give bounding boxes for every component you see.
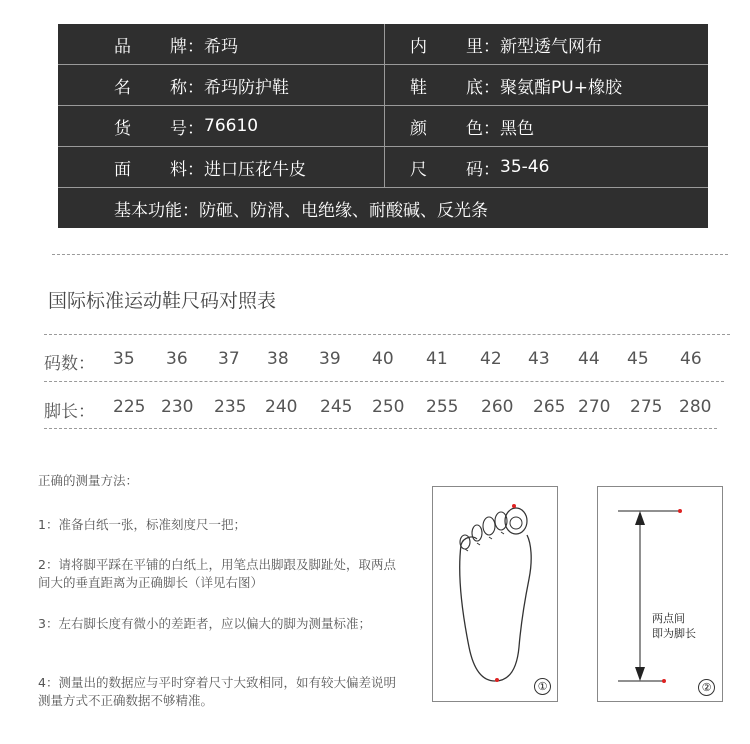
spec-left [114,106,258,146]
size-value: 37 [218,349,240,369]
spec-value: 黑色 [500,118,534,139]
length-value: 250 [372,397,405,417]
size-value: 46 [680,349,702,369]
spec-value: 新型透气网布 [500,36,602,57]
spec-value: 76610 [204,116,259,136]
figure-number: ② [698,679,715,696]
separator [52,254,728,255]
spec-key: 料： [170,159,204,180]
separator [44,428,717,429]
foot-figure [432,486,558,702]
size-value: 45 [627,349,649,369]
instructions-heading: 正确的测量方法： [38,473,139,488]
instruction-step: 3：左右脚长度有微小的差距者，应以偏大的脚为测量标准； [38,616,371,631]
toe-point [512,504,516,508]
functions-label: 基本功能： [114,200,199,221]
spec-key: 号： [170,118,204,139]
spec-right [410,106,534,146]
foot-outline-icon [433,487,557,701]
size-value: 41 [426,349,448,369]
spec-key: 名 [114,77,131,98]
spec-key: 里： [466,36,500,57]
spec-right [410,147,549,187]
spec-key: 内 [410,36,427,57]
spec-key: 面 [114,159,131,180]
length-value: 245 [320,397,353,417]
spec-value: 希玛 [204,36,238,57]
spec-key: 色： [466,118,500,139]
length-value: 265 [533,397,566,417]
spec-key: 底： [466,77,500,98]
spec-right [410,65,622,105]
size-value: 36 [166,349,188,369]
spec-row [58,147,708,188]
spec-row [58,24,708,65]
spec-value: 35-46 [500,157,550,177]
functions-value: 防砸、防滑、电绝缘、耐酸碱、反光条 [199,200,488,221]
spec-key: 颜 [410,118,427,139]
separator [44,334,730,335]
size-value: 38 [267,349,289,369]
instruction-step: 4：测量出的数据应与平时穿着尺寸大致相同，如有较大偏差说明测量方式不正确数据不够精准。 [38,675,396,708]
bottom-point [662,679,666,683]
measure-figure [597,486,723,702]
spec-left [114,65,289,105]
functions-cell [114,188,488,228]
spec-left [114,147,306,187]
spec-key: 货 [114,118,131,139]
size-chart-title: 国际标准运动鞋尺码对照表 [48,290,277,312]
length-value: 275 [630,397,663,417]
size-value: 35 [113,349,135,369]
length-value: 235 [214,397,247,417]
figure-number: ① [534,678,551,695]
spec-key: 尺 [410,159,427,180]
spec-value: 进口压花牛皮 [204,159,306,180]
length-value: 280 [679,397,712,417]
spec-key: 品 [114,36,131,57]
instruction-step: 2：请将脚平踩在平铺的白纸上，用笔点出脚跟及脚趾处，取两点间大的垂直距离为正确脚长（详见右图） [38,557,396,590]
length-value: 240 [265,397,298,417]
spec-value: 聚氨酯PU+橡胶 [500,77,622,98]
spec-value: 希玛防护鞋 [204,77,289,98]
top-point [678,509,682,513]
spec-row-functions [58,188,708,228]
length-value: 270 [578,397,611,417]
spec-row [58,106,708,147]
size-value: 43 [528,349,550,369]
length-label: 脚长： [44,402,95,422]
measure-arrow-icon [598,487,722,701]
size-label: 码数： [44,354,95,374]
length-value: 225 [113,397,146,417]
separator [44,381,724,382]
heel-point [495,678,499,682]
length-value: 260 [481,397,514,417]
spec-key: 鞋 [410,77,427,98]
spec-row [58,65,708,106]
size-value: 39 [319,349,341,369]
size-value: 44 [578,349,600,369]
spec-key: 码： [466,159,500,180]
size-value: 42 [480,349,502,369]
spec-key: 称： [170,77,204,98]
spec-right [410,24,602,64]
spec-table [58,24,708,228]
measure-label-line: 即为脚长 [652,627,696,640]
measure-label-line: 两点间 [652,612,685,625]
spec-key: 牌： [170,36,204,57]
length-value: 255 [426,397,459,417]
spec-left [114,24,238,64]
measure-label [652,611,696,641]
instruction-step: 1：准备白纸一张，标准刻度尺一把； [38,517,246,532]
length-value: 230 [161,397,194,417]
size-value: 40 [372,349,394,369]
